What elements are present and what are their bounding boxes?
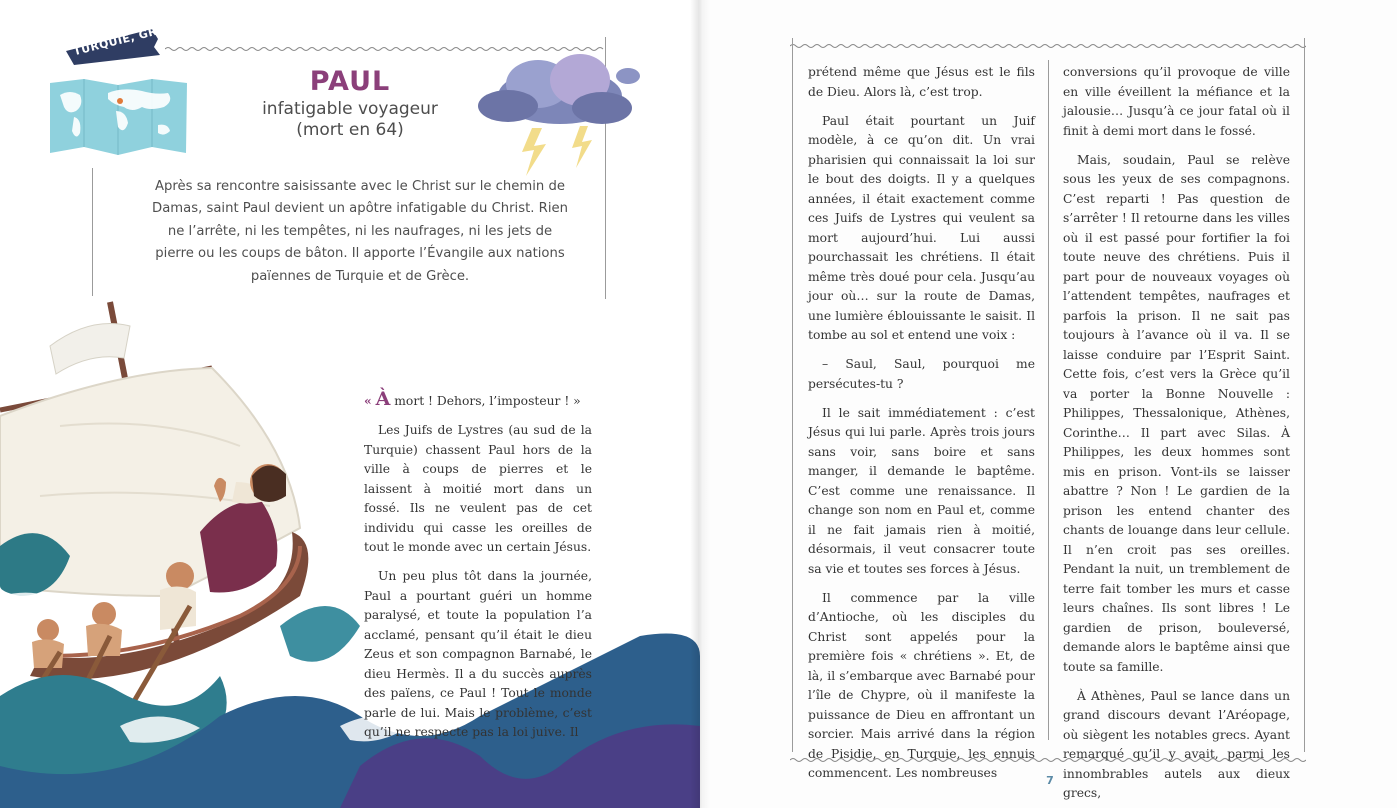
storm-cloud-icon (468, 50, 653, 185)
right-paragraph: Il le sait immédiatement : c’est Jésus qui lui parle. Après trois jours sans voir, sans boire et sans manger, il demande le baptême. C’est comme une renaissance. Il change son nom en Paul et, comme il ne fait jamais rien à moitié, désormais, il veut consacrer toute sa vie et toutes ses forces à Jésus. (808, 405, 1035, 576)
right-paragraph: conversions qu’il provoque de ville en ville éveillent la méfiance et la jalousie… Jusqu’à ce jour fatal où il finit à demi mort dans le fossé. (1063, 65, 1290, 138)
book-spine-shadow (690, 0, 710, 808)
right-page (700, 0, 1397, 808)
right-frame-right-rule (1304, 38, 1305, 752)
frame-wavy-top (165, 37, 605, 43)
column-divider (1048, 60, 1049, 740)
opening-dropcap: À (375, 388, 391, 410)
page-number: 7 (1046, 774, 1054, 787)
right-paragraph: À Athènes, Paul se lance dans un grand discours devant l’Aréopage, où siègent les notables grecs. Ayant remarqué qu’il y avait, parmi les innombrables autels aux dieux grecs, (1063, 688, 1290, 800)
opening-rest: mort ! Dehors, l’imposteur ! » (390, 394, 581, 408)
right-paragraph: Mais, soudain, Paul se relève sous les yeux de ses compagnons. C’est reparti ! Pas question de s’arrêter ! Il retourne dans les villes où il est passé pour fortifier la foi toute neuve des chrétiens. Puis il part pour de nouveaux voyages où l’attendent tempêtes, naufrages et parfois la prison. Il ne sait pas toujours à l’avance où il va. Il se laisse conduire par l’Esprit Saint. Cette fois, c’est vers la Grèce qu’il va porter la Bonne Nouvelle : Philippes, Thessalonique, Athènes, Corinthe… Il part avec Silas. À Philippes, les deux hommes sont mis en prison. Vont-ils se laisser abattre ? Non ! Le gardien de la prison les entend chanter des chants de louange dans leur cellule. Il n’en croit pas ses oreilles. Pendant la nuit, un tremblement de terre fait tomber les murs et casse leurs chaînes. Ils sont libres ! Le gardien de prison, bouleversé, demande alors le baptême ainsi que toute sa famille. (1063, 152, 1290, 674)
opening-guillemet: « (364, 393, 372, 408)
right-paragraph: – Saul, Saul, pourquoi me persécutes-tu ? (808, 357, 1035, 391)
page-title: PAUL (309, 66, 391, 97)
left-text-column (364, 390, 592, 752)
ribbon-label: TURQUIE, GRÈCE (72, 18, 183, 59)
right-paragraph: prétend même que Jésus est le fils de Dieu. Alors là, c’est trop. (808, 65, 1035, 99)
left-paragraph: Les Juifs de Lystres (au sud de la Turquie) chassent Paul hors de la ville à coups de pierres et le laissent à moitié mort dans un fossé. Ils ne veulent pas de cet individu qui casse les oreilles de tout le monde avec un certain Jésus. (364, 423, 592, 554)
left-paragraph: Un peu plus tôt dans la journée, Paul a pourtant guéri un homme paralysé, et toute la population l’a acclamé, pensant qu’il était le dieu Zeus et son compagnon Barnabé, le dieu Hermès. Il a du succès auprès des païens, ce Paul ! Tout le monde parle de lui. Mais le problème, c’est qu’il ne respecte pas la loi juive. Il (364, 569, 592, 739)
right-frame-left-rule (792, 38, 793, 752)
subtitle-line-1: infatigable voyageur (262, 99, 438, 119)
opening-line (364, 390, 592, 412)
right-text-column-2 (1063, 63, 1290, 808)
boat-illustration (0, 296, 700, 808)
right-text-column-1 (808, 63, 1035, 793)
intro-paragraph: Après sa rencontre saisissante avec le Christ sur le chemin de Damas, saint Paul devient un apôtre infatigable du Christ. Rien ne l’arrête, ni les tempêtes, ni les naufrages, ni les jets de pierre ou les coups de bâton. Il apporte l’Évangile aux nations païennes de Turquie et de Grèce. (152, 179, 568, 284)
subtitle-line-2: (mort en 64) (296, 120, 404, 140)
world-map-icon (46, 77, 191, 157)
page-subtitle (230, 99, 470, 141)
right-paragraph: Paul était pourtant un Juif modèle, à ce qu’on dit. Un vrai pharisien qui connaissait la loi sur le bout des doigts. Il y a quelques années, il était exactement comme ces Juifs de Lystres qui veulent sa mort aujourd’hui. Lui aussi pourchassait les chrétiens. Il était même très doué pour cela. Jusqu’au jour où… sur la route de Damas, une lumière éblouissante le saisit. Il tombe au sol et entend une voix : (808, 113, 1035, 342)
right-paragraph: Il commence par la ville d’Antioche, où les disciples du Christ sont appelés pour la première fois « chrétiens ». Et, de là, il s’embarque avec Barnabé pour l’île de Chypre, où il manifeste la puissance de Dieu en affrontant un sorcier. Mais arrivé dans la région de Pisidie, en Turquie, les ennuis commencent. Les nombreuses (808, 590, 1035, 780)
right-frame-wavy-top (790, 34, 1306, 40)
intro-side-rule (92, 168, 93, 296)
